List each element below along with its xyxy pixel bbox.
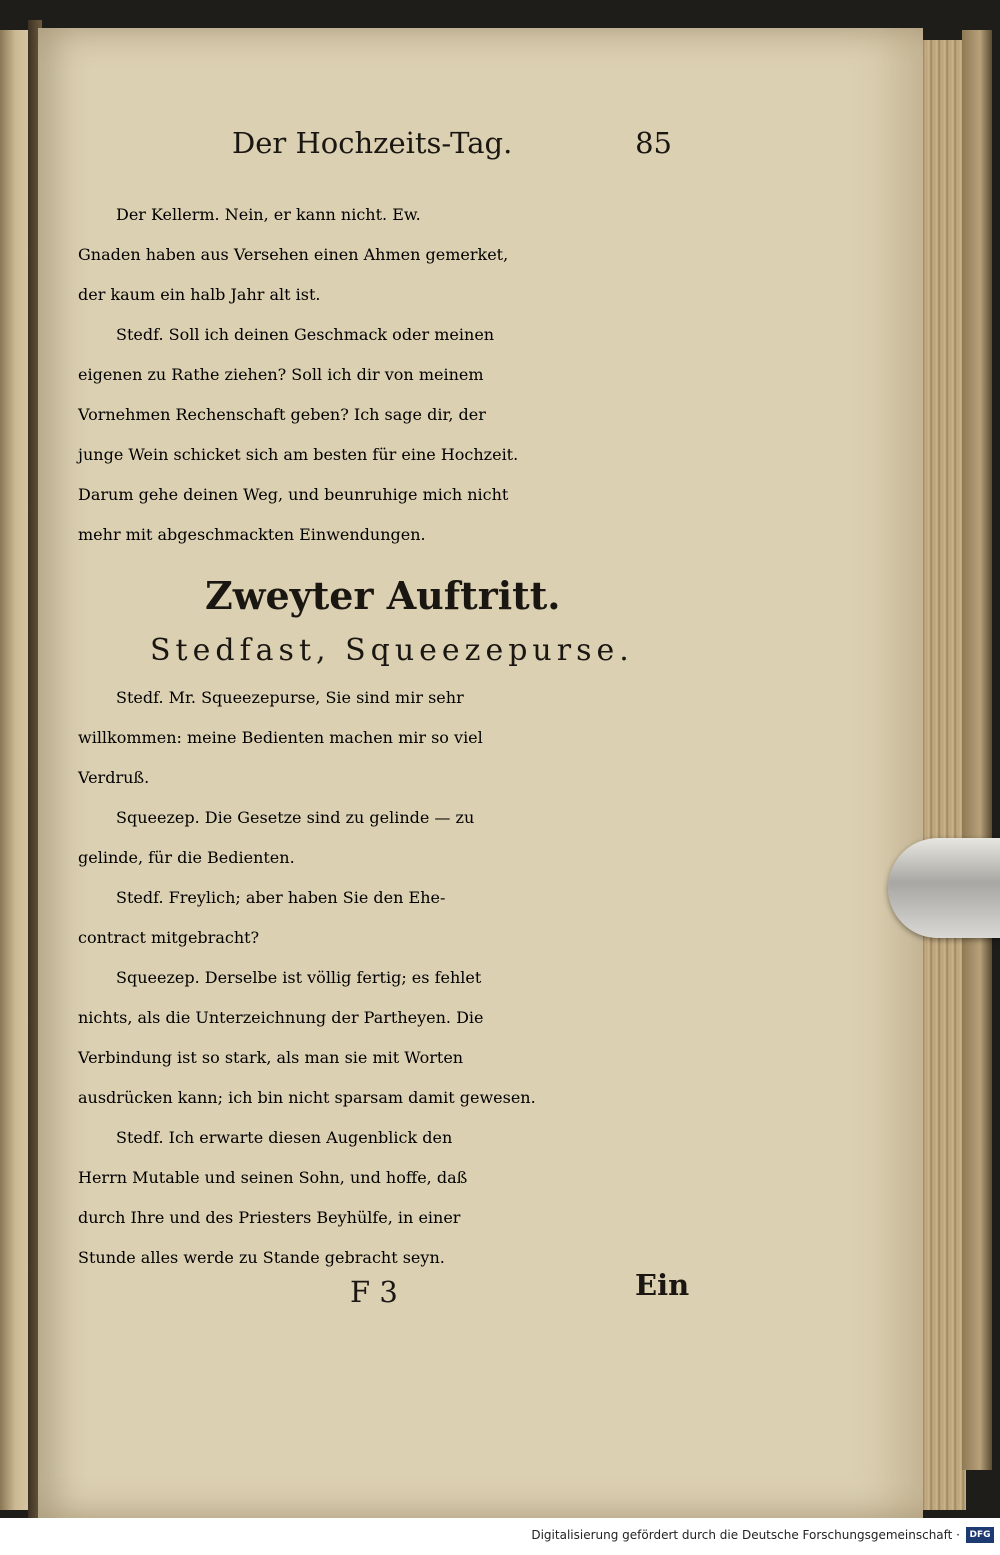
running-header — [232, 126, 682, 166]
text-line: Stedf. Ich erwarte diesen Augenblick den — [116, 1128, 453, 1147]
header-title: Der Hochzeits-Tag. — [232, 126, 513, 160]
text-line: Verbindung ist so stark, als man sie mit Worten — [78, 1048, 464, 1067]
text-line: mehr mit abgeschmackten Einwendungen. — [78, 525, 426, 544]
text-line: Verdruß. — [78, 768, 150, 787]
text-line: willkommen: meine Bedienten machen mir so viel — [78, 728, 483, 747]
text-line: Herrn Mutable und seinen Sohn, und hoffe, daß — [78, 1168, 468, 1187]
credit-bar — [0, 1518, 1000, 1555]
text-line: Der Kellerm. Nein, er kann nicht. Ew. — [116, 205, 421, 224]
credit-text: Digitalisierung gefördert durch die Deutsche Forschungsgemeinschaft · — [531, 1528, 960, 1542]
text-line: Stunde alles werde zu Stande gebracht seyn. — [78, 1248, 445, 1267]
text-line: Squeezep. Derselbe ist völlig fertig; es fehlet — [116, 968, 482, 987]
catchword: Ein — [635, 1268, 690, 1302]
text-line: durch Ihre und des Priesters Beyhülfe, in einer — [78, 1208, 461, 1227]
text-line: Stedf. Mr. Squeezepurse, Sie sind mir sehr — [116, 688, 464, 707]
page-stack-edge — [918, 40, 966, 1510]
book-cover-edge — [962, 30, 992, 1470]
page-number: 85 — [635, 126, 672, 160]
text-line: contract mitgebracht? — [78, 928, 260, 947]
text-line: ausdrücken kann; ich bin nicht sparsam damit gewesen. — [78, 1088, 536, 1107]
text-line: Stedf. Soll ich deinen Geschmack oder meinen — [116, 325, 495, 344]
text-line: nichts, als die Unterzeichnung der Partheyen. Die — [78, 1008, 484, 1027]
signature-mark: F 3 — [350, 1275, 398, 1309]
paragraph-2 — [78, 678, 688, 1278]
paragraph-1 — [78, 195, 688, 555]
text-line: eigenen zu Rathe ziehen? Soll ich dir von meinem — [78, 365, 484, 384]
text-line: Stedf. Freylich; aber haben Sie den Ehe- — [116, 888, 446, 907]
dfg-logo: DFG — [966, 1527, 994, 1543]
scene-characters: Stedfast, Squeezepurse. — [150, 633, 634, 668]
text-line: Squeezep. Die Gesetze sind zu gelinde — zu — [116, 808, 475, 827]
page-clip — [888, 838, 1000, 938]
text-line: Vornehmen Rechenschaft geben? Ich sage dir, der — [78, 405, 486, 424]
text-line: Gnaden haben aus Versehen einen Ahmen gemerket, — [78, 245, 509, 264]
text-line: gelinde, für die Bedienten. — [78, 848, 295, 867]
text-line: Darum gehe deinen Weg, und beunruhige mich nicht — [78, 485, 509, 504]
text-line: der kaum ein halb Jahr alt ist. — [78, 285, 321, 304]
scene-title: Zweyter Auftritt. — [205, 573, 561, 618]
text-line: junge Wein schicket sich am besten für eine Hochzeit. — [78, 445, 519, 464]
